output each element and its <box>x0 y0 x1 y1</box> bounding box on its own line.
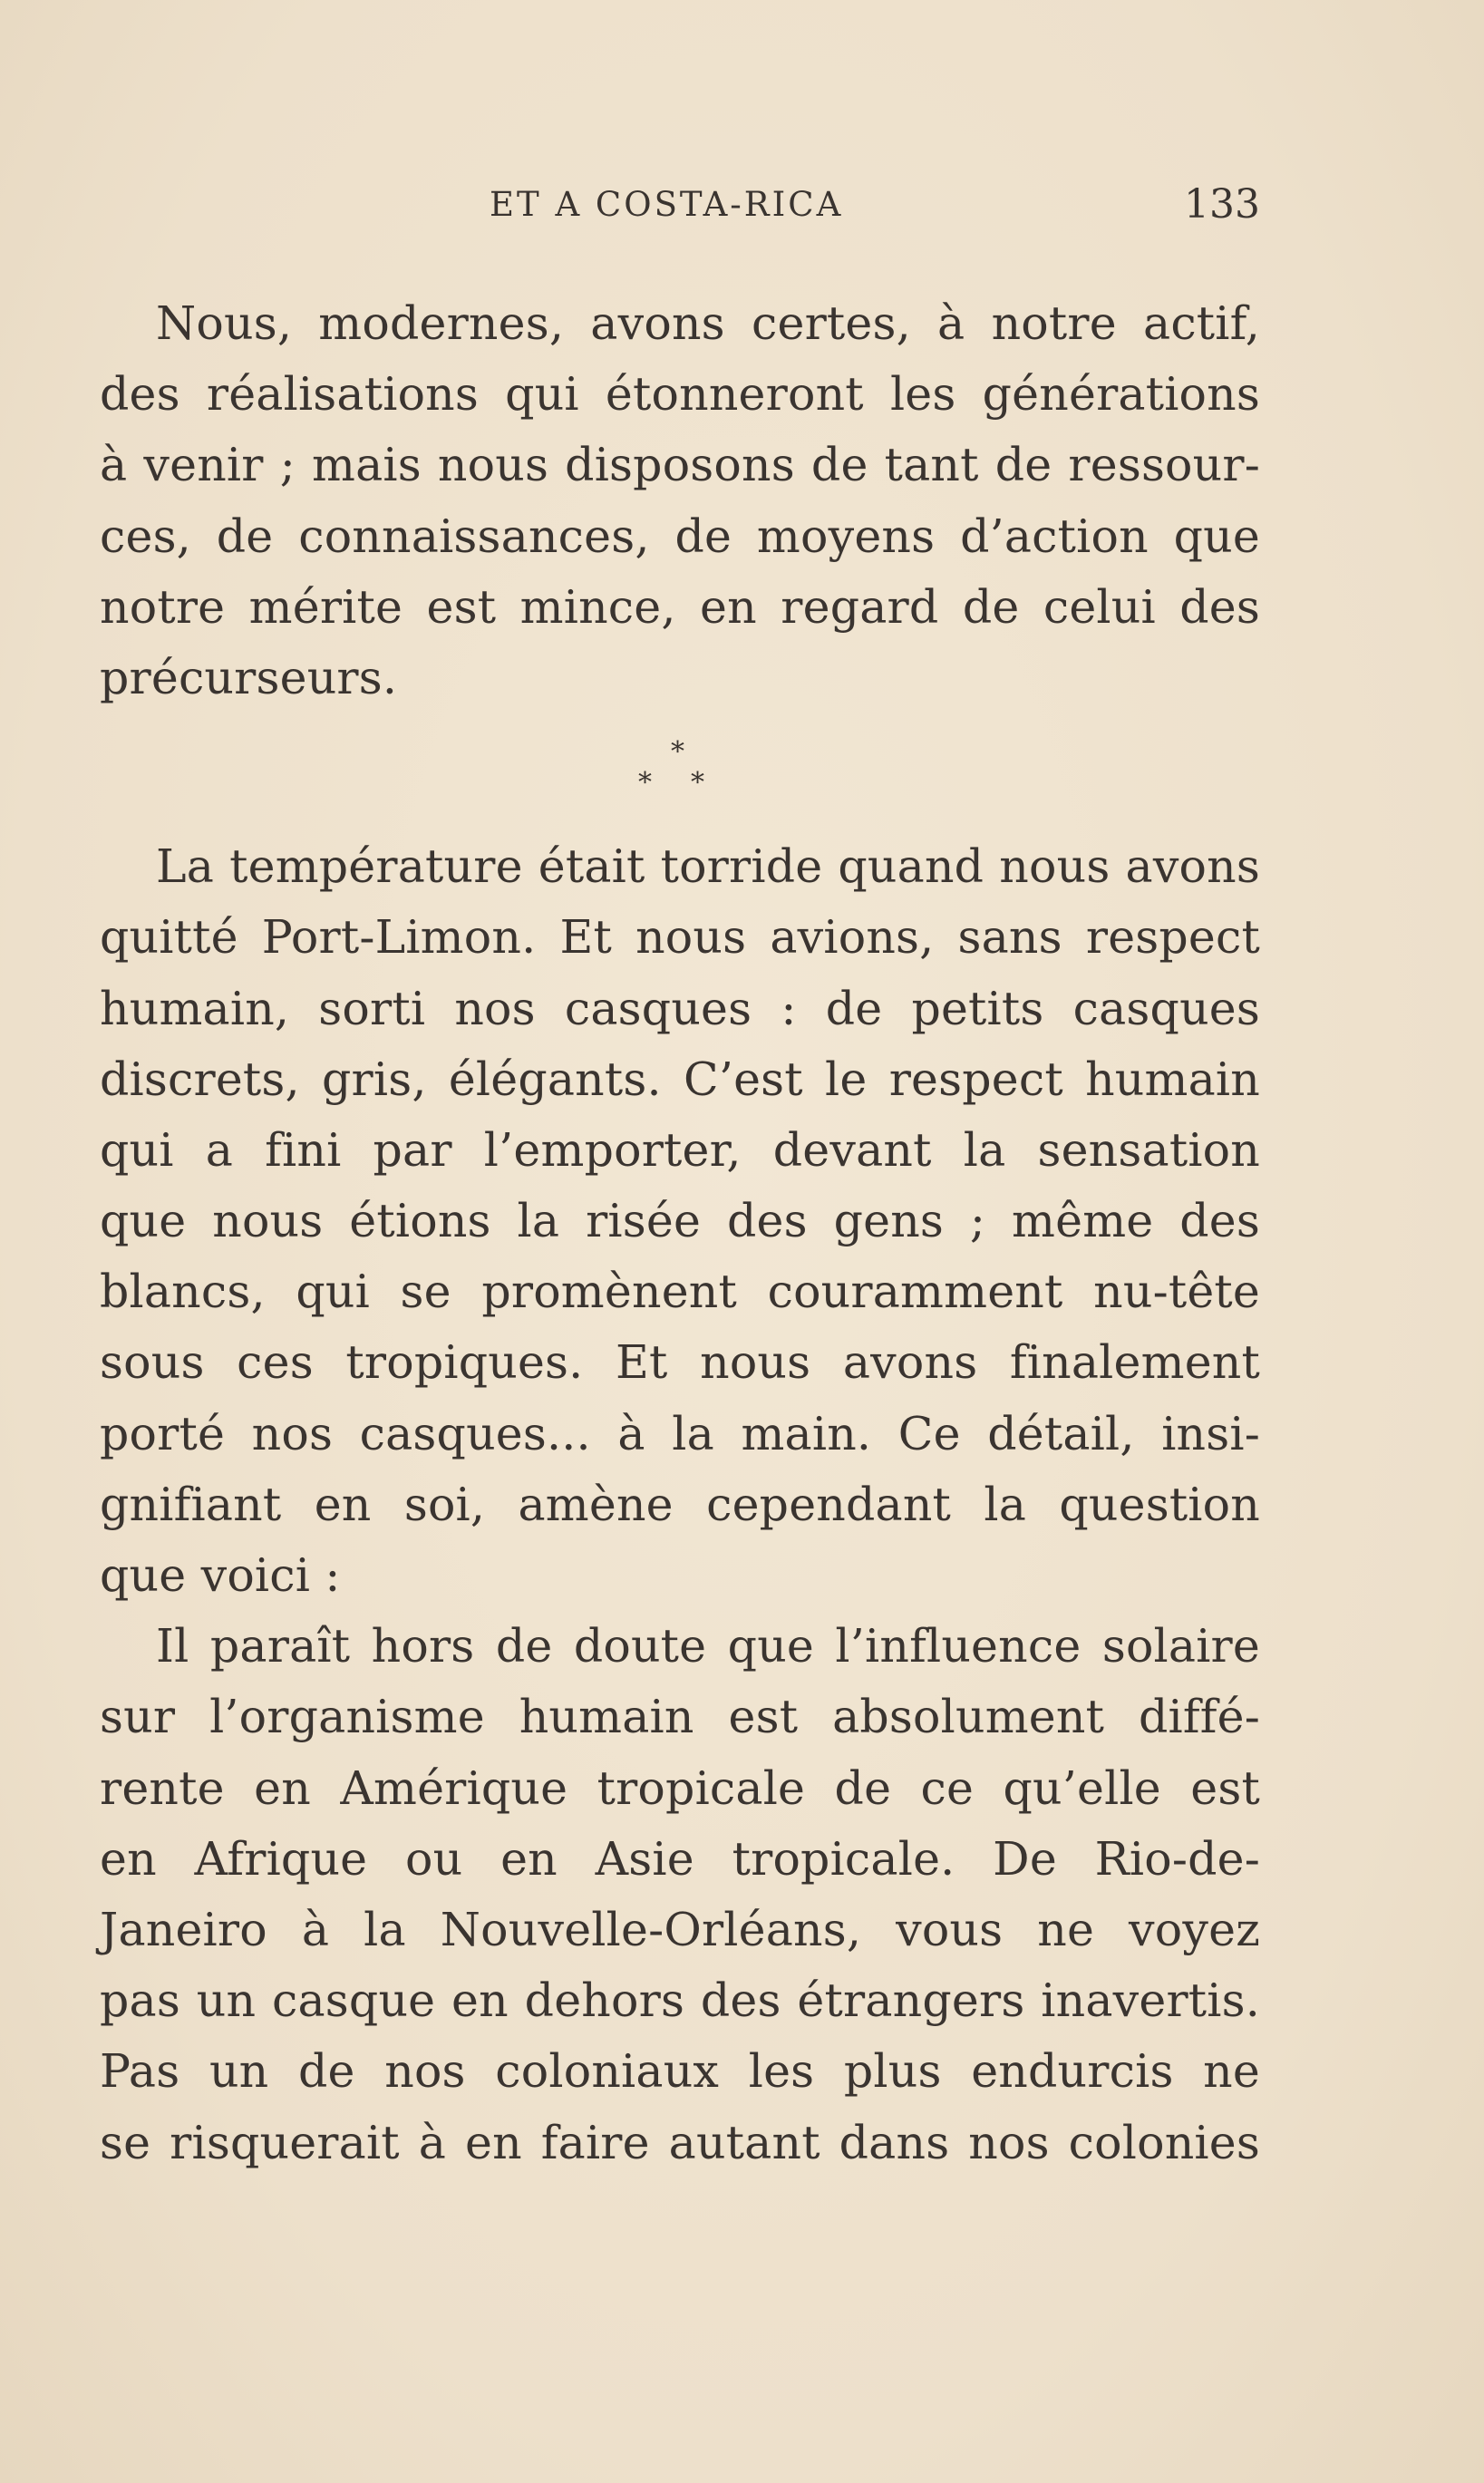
text-line: La température était torride quand nous avons <box>156 839 1260 894</box>
text-line: Janeiro à la Nouvelle-Orléans, vous ne voyez <box>100 1902 1260 1956</box>
text-line: à venir ; mais nous disposons de tant de ressour- <box>100 438 1260 492</box>
page-number: 133 <box>1184 181 1260 228</box>
text-line: précurseurs. <box>100 650 398 704</box>
page-header <box>100 181 1260 236</box>
body-text <box>100 288 1260 2178</box>
text-line: humain, sorti nos casques : de petits casques <box>100 981 1260 1035</box>
text-line: qui a fini par l’emporter, devant la sensation <box>100 1122 1260 1177</box>
paragraph-3 <box>100 1611 1260 2178</box>
asterisk-glyph: * <box>638 767 652 800</box>
text-line: sous ces tropiques. Et nous avons finalement <box>100 1335 1260 1390</box>
text-line: discrets, gris, élégants. C’est le respect humain <box>100 1052 1260 1106</box>
text-line: gnifiant en soi, amène cependant la question <box>100 1477 1260 1531</box>
text-line: que nous étions la risée des gens ; même des <box>100 1194 1260 1248</box>
text-line: en Afrique ou en Asie tropicale. De Rio-de- <box>100 1831 1260 1886</box>
text-line: que voici : <box>100 1548 341 1602</box>
text-line: Il paraît hors de doute que l’influence solaire <box>156 1619 1260 1673</box>
text-line: Pas un de nos coloniaux les plus endurcis ne <box>100 2044 1260 2099</box>
text-line: se risquerait à en faire autant dans nos colonies <box>100 2115 1260 2169</box>
text-line: porté nos casques... à la main. Ce détail, insi- <box>100 1406 1260 1460</box>
text-line: pas un casque en dehors des étrangers inavertis. <box>100 1974 1260 2028</box>
text-line: quitté Port-Limon. Et nous avions, sans respect <box>100 910 1260 965</box>
asterisk-glyph: * <box>691 767 704 800</box>
text-line: Nous, modernes, avons certes, à notre actif, <box>156 296 1260 350</box>
paragraph-2 <box>100 831 1260 1611</box>
asterism-separator <box>100 713 1260 831</box>
text-line: sur l’organisme humain est absolument diffé- <box>100 1690 1260 1744</box>
text-line: ces, de connaissances, de moyens d’action que <box>100 509 1260 563</box>
text-line: rente en Amérique tropicale de ce qu’elle est <box>100 1760 1260 1815</box>
running-head: ET A COSTA-RICA <box>490 185 844 224</box>
asterisk-glyph: * <box>671 736 684 769</box>
text-line: des réalisations qui étonneront les générations <box>100 367 1260 422</box>
text-line: blancs, qui se promènent couramment nu-tête <box>100 1265 1260 1319</box>
paragraph-1 <box>100 288 1260 713</box>
text-line: notre mérite est mince, en regard de celui des <box>100 579 1260 634</box>
